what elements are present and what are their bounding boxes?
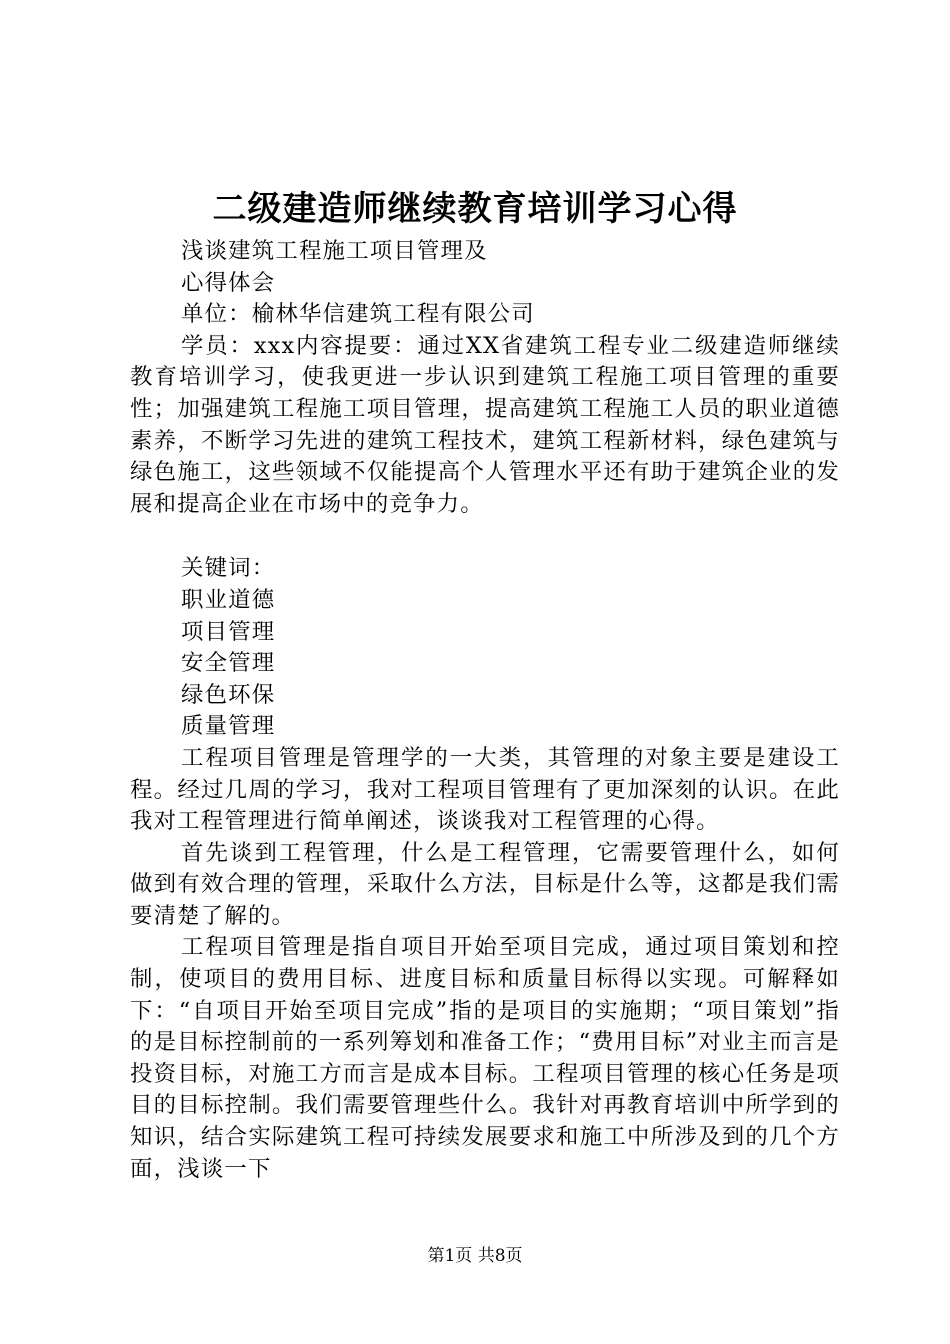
body-paragraph-3: 工程项目管理是指自项目开始至项目完成，通过项目策划和控制，使项目的费用目标、进度目标和质量目标得以实现。可解释如下：“自项目开始至项目完成”指的是项目的实施期；“项目策划”指的是目标控制前的一系列筹划和准备工作；“费用目标”对业主而言是投资目标，对施工方而言是成本目标。工程项目管理的核心任务是项目的目标控制。我们需要管理些什么。我针对再教育培训中所学到的知识，结合实际建筑工程可持续发展要求和施工中所涉及到的几个方面，浅谈一下 (130, 934, 840, 1182)
body-paragraph-1: 工程项目管理是管理学的一大类，其管理的对象主要是建设工程。经过几周的学习，我对工程项目管理有了更加深刻的认识。在此我对工程管理进行简单阐述，谈谈我对工程管理的心得。 (130, 744, 840, 835)
document-title: 二级建造师继续教育培训学习心得 (212, 189, 738, 229)
subtitle-line-2: 心得体会 (181, 269, 276, 296)
keyword-item: 质量管理 (181, 713, 276, 740)
body-paragraph-2: 首先谈到工程管理，什么是工程管理，它需要管理什么，如何做到有效合理的管理，采取什么方法，目标是什么等，这都是我们需要清楚了解的。 (130, 839, 840, 929)
keyword-item: 职业道德 (181, 586, 276, 613)
page-footer: 第1页 共8页 (427, 1246, 523, 1266)
keywords-label: 关键词： (181, 555, 276, 582)
document-body (130, 236, 840, 1185)
abstract-paragraph: 学员：xxx内容提要：通过XX省建筑工程专业二级建造师继续教育培训学习，使我更进一步认识到建筑工程施工项目管理的重要性；加强建筑工程施工项目管理，提高建筑工程施工人员的职业道德素养，不断学习先进的建筑工程技术，建筑工程新材料，绿色建筑与绿色施工，这些领域不仅能提高个人管理水平还有助于建筑企业的发展和提高企业在市场中的竞争力。 (130, 332, 840, 517)
paragraph-gap (130, 520, 840, 553)
unit-line: 单位：榆林华信建筑工程有限公司 (181, 301, 535, 328)
keyword-item: 安全管理 (181, 650, 276, 677)
subtitle-line-1: 浅谈建筑工程施工项目管理及 (181, 238, 488, 264)
keyword-item: 项目管理 (181, 618, 276, 645)
keyword-item: 绿色环保 (181, 681, 276, 708)
